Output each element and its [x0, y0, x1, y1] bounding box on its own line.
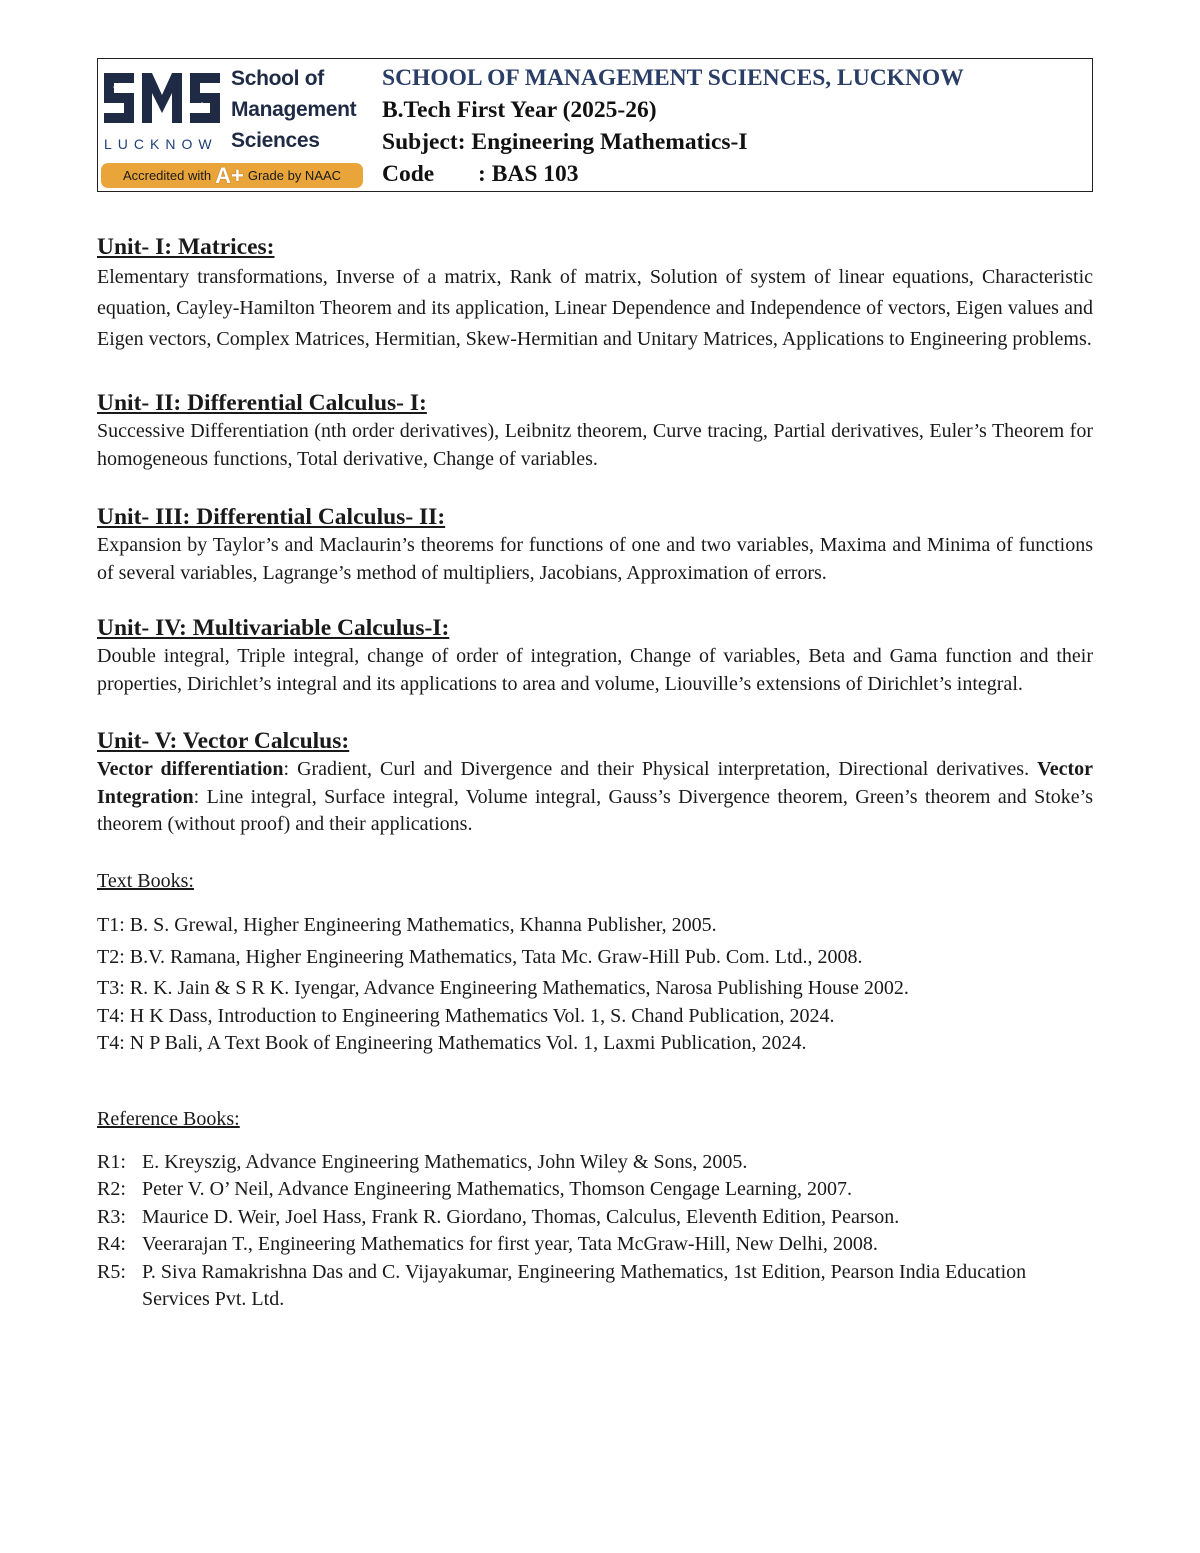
logo-wordmark [231, 63, 356, 156]
unit-3-heading: Unit- III: Differential Calculus- II: [97, 504, 446, 530]
logo-line-3: Sciences [231, 129, 320, 152]
reference-books-heading: Reference Books: [97, 1107, 240, 1130]
code-value: : BAS 103 [478, 161, 579, 187]
reference-text: Veerarajan T., Engineering Mathematics for first year, Tata McGraw-Hill, New Delhi, 2008. [142, 1233, 878, 1255]
text-books-list [97, 909, 1093, 1057]
institution-name: SCHOOL OF MANAGEMENT SCIENCES, LUCKNOW [382, 65, 964, 91]
sms-logo [98, 59, 368, 190]
program-line: B.Tech First Year (2025-26) [382, 97, 657, 123]
reference-books [97, 1105, 1093, 1314]
vector-integration-label: Vector Integration [97, 758, 1093, 808]
unit-1-heading: Unit- I: Matrices: [97, 234, 275, 260]
syllabus-page [97, 58, 1093, 1314]
unit-2-heading: Unit- II: Differential Calculus- I: [97, 390, 427, 416]
reference-text: Maurice D. Weir, Joel Hass, Frank R. Giordano, Thomas, Calculus, Eleventh Edition, Pearson. [142, 1205, 900, 1228]
vector-differentiation-label: Vector differentiation [97, 758, 284, 780]
text-book-item: T1: B. S. Grewal, Higher Engineering Mathematics, Khanna Publisher, 2005. [97, 913, 717, 936]
reference-id: R4: [97, 1233, 126, 1255]
reference-id: R1: [97, 1150, 126, 1173]
text-book-item: T4: H K Dass, Introduction to Engineering Mathematics Vol. 1, S. Chand Publication, 2024. [97, 1004, 835, 1027]
unit-2-content: Successive Differentiation (nth order derivatives), Leibnitz theorem, Curve tracing, Partial derivatives, Euler’s Theorem for homogeneous functions, Total derivative, Change of variables. [97, 420, 1093, 470]
text-books-heading: Text Books: [97, 869, 194, 892]
reference-item [97, 1259, 1093, 1314]
reference-text: P. Siva Ramakrishna Das and C. Vijayakumar, Engineering Mathematics, 1st Edition, Pearson India Education Services Pvt. Ltd. [142, 1260, 1027, 1310]
vector-differentiation-text: : Gradient, Curl and Divergence and their Physical interpretation, Directional derivatives. [283, 758, 1030, 780]
reference-item [97, 1204, 1093, 1232]
unit-2 [97, 388, 1093, 473]
accred-pre: Accredited with [122, 168, 212, 183]
unit-4-heading: Unit- IV: Multivariable Calculus-I: [97, 615, 450, 641]
header-text [368, 59, 964, 191]
reference-text: Peter V. O’ Neil, Advance Engineering Mathematics, Thomson Cengage Learning, 2007. [142, 1178, 853, 1200]
reference-item [97, 1149, 1093, 1177]
unit-4-content: Double integral, Triple integral, change of order of integration, Change of variables, Beta and Gama function and their properties, Dirichlet’s integral and its applications to area and volume, Liouville’s extensions of Dirichlet’s integral. [97, 645, 1093, 695]
naac-accreditation-badge [101, 163, 363, 188]
unit-5 [97, 726, 1093, 839]
unit-1 [97, 232, 1093, 355]
reference-item [97, 1176, 1093, 1204]
unit-3 [97, 502, 1093, 587]
logo-line-1: School of [231, 67, 324, 90]
reference-id: R2: [97, 1178, 126, 1200]
text-books [97, 867, 1093, 1057]
subject-line: Subject: Engineering Mathematics-I [382, 129, 748, 155]
unit-4 [97, 613, 1093, 698]
accred-grade: A+ [215, 162, 244, 188]
vector-integration-text: : Line integral, Surface integral, Volume integral, Gauss’s Divergence theorem, Green’s theorem and Stoke’s theorem (without proof) and their applications. [97, 785, 1093, 835]
text-book-item: T4: N P Bali, A Text Book of Engineering Mathematics Vol. 1, Laxmi Publication, 2024. [97, 1031, 807, 1054]
code-label: Code [382, 161, 435, 187]
header-box [97, 58, 1093, 192]
text-book-item: T2: B.V. Ramana, Higher Engineering Mathematics, Tata Mc. Graw-Hill Pub. Com. Ltd., 2008. [97, 945, 863, 968]
logo-line-2: Management [231, 98, 357, 121]
reference-id: R3: [97, 1205, 126, 1228]
unit-5-content [97, 756, 1093, 839]
text-book-item: T3: R. K. Jain & S R K. Iyengar, Advance Engineering Mathematics, Narosa Publishing House 2002. [97, 976, 909, 999]
reference-id: R5: [97, 1260, 126, 1283]
unit-5-heading: Unit- V: Vector Calculus: [97, 728, 350, 754]
code-line [382, 158, 964, 190]
logo-city: LUCKNOW [104, 136, 218, 152]
unit-1-content: Elementary transformations, Inverse of a matrix, Rank of matrix, Solution of system of linear equations, Characteristic equation, Cayley-Hamilton Theorem and its application, Linear Dependence and Independence of vectors, Eigen values and Eigen vectors, Complex Matrices, Hermitian, Skew-Hermitian and Unitary Matrices, Applications to Engineering problems. [97, 266, 1093, 350]
accred-post: Grade by NAAC [247, 168, 342, 183]
unit-3-content: Expansion by Taylor’s and Maclaurin’s theorems for functions of one and two variables, Maxima and Minima of functions of several variables, Lagrange’s method of multipliers, Jacobians, Approximation of errors. [97, 534, 1093, 584]
reference-books-list [97, 1149, 1093, 1314]
reference-text: E. Kreyszig, Advance Engineering Mathematics, John Wiley & Sons, 2005. [142, 1150, 748, 1173]
reference-item [97, 1231, 1093, 1259]
